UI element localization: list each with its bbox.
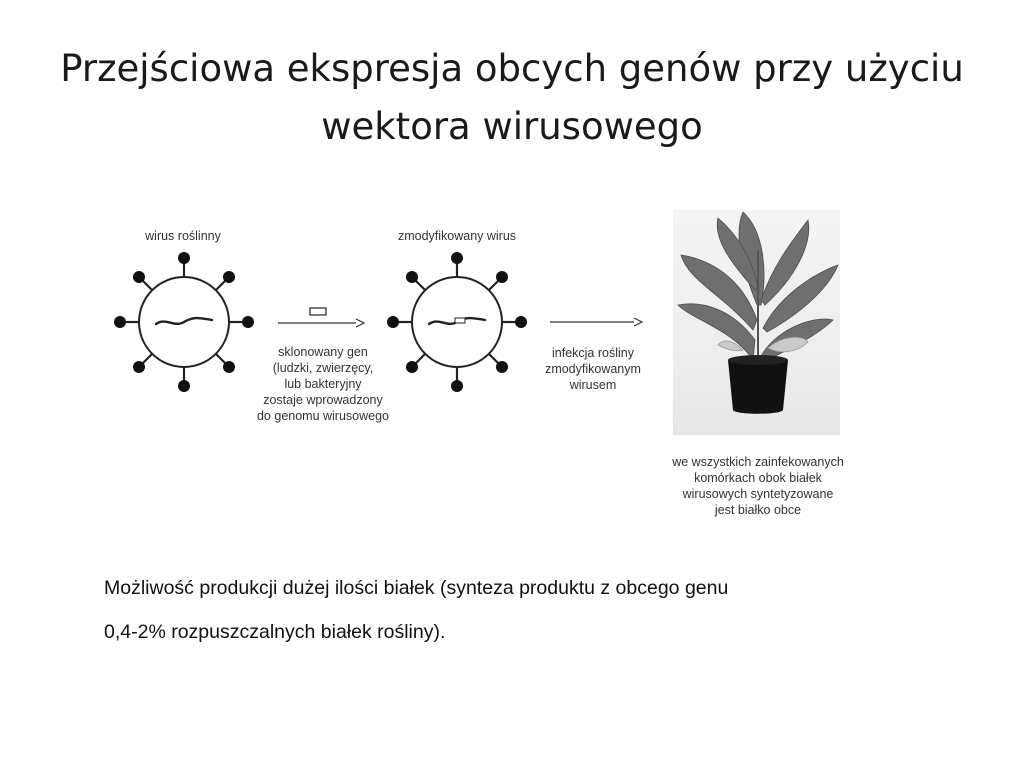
result-line-1: we wszystkich zainfekowanych [672,455,844,469]
gene-insertion-line-3: lub bakteryjny [284,377,362,391]
gene-insertion-line-2: (ludzki, zwierzęcy, [272,361,374,375]
slide-title [40,40,984,156]
plant-virus-label: wirus roślinny [145,229,221,243]
modified-virus-icon [374,245,540,399]
slide-title-line-1: Przejściowa ekspresja obcych genów przy użyciu [60,47,964,90]
infection-arrow [548,314,644,330]
slide-title-line-2: wektora wirusowego [321,105,703,148]
infection-line-1: infekcja rośliny [552,346,634,360]
result-line-3: wirusowych syntetyzowane [682,487,834,501]
infection-line-3: wirusem [569,378,617,392]
result-line-2: komórkach obok białek [694,471,822,485]
infected-plant-photo [673,210,840,435]
gene-insertion-line-5: do genomu wirusowego [256,409,390,423]
caption-line-2: 0,4-2% rozpuszczalnych białek rośliny). [104,621,446,643]
tobacco-plant-icon [673,210,840,435]
gene-insertion-line-4: zostaje wprowadzony [263,393,383,407]
gene-insertion-arrow [276,306,366,330]
result-line-4: jest białko obce [714,503,802,517]
infection-description [528,345,658,393]
result-description [652,454,864,518]
modified-virus-label: zmodyfikowany wirus [397,229,517,243]
gene-insertion-line-1: sklonowany gen [278,345,368,359]
slide-caption [104,566,964,654]
inserted-gene-icon [455,318,465,323]
caption-line-1: Możliwość produkcji dużej ilości białek (synteza produktu z obcego genu [104,577,729,599]
infection-line-2: zmodyfikowanym [545,362,641,376]
cloned-gene-icon [310,308,326,315]
